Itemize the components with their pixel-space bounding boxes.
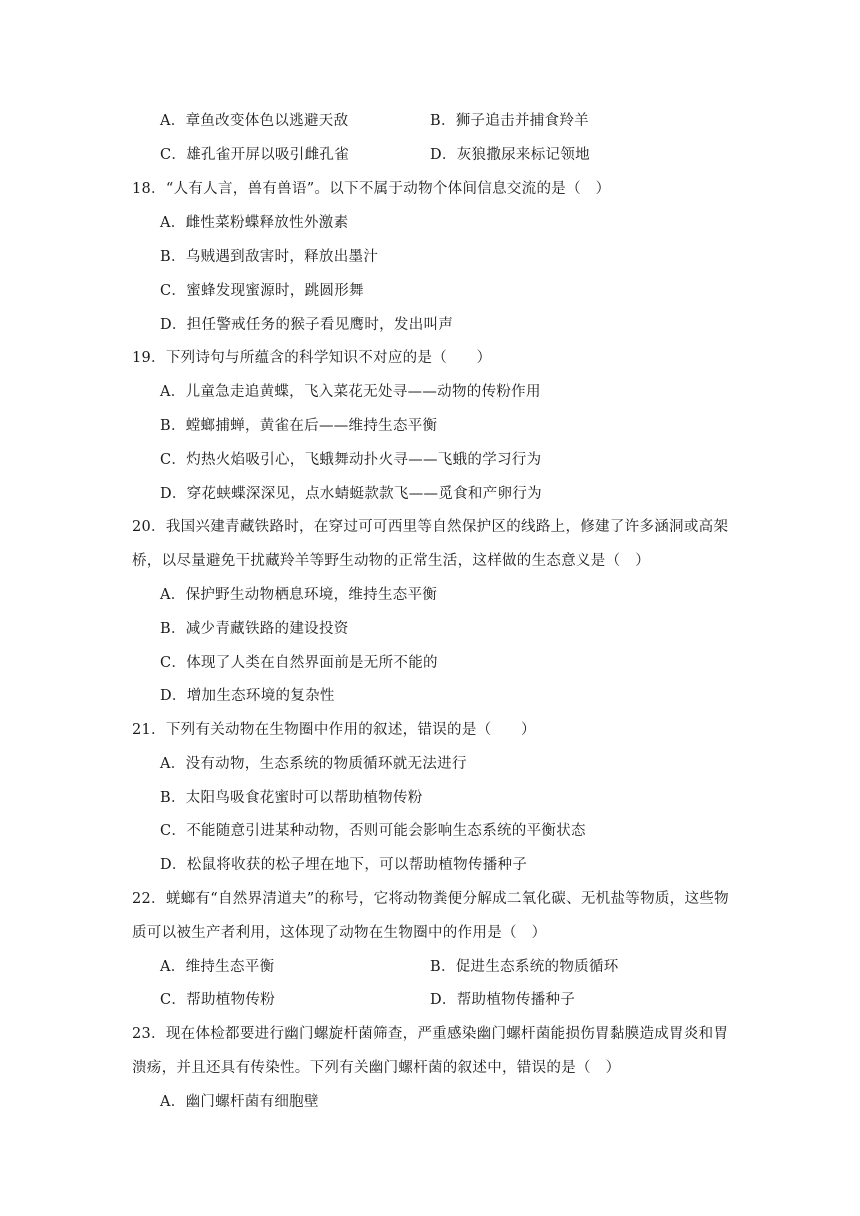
q21-stem: 21．下列有关动物在生物圈中作用的叙述，错误的是（ ）: [132, 722, 536, 738]
q22-option-c: C．帮助植物传粉: [160, 992, 275, 1008]
q19-option-a: A．儿童急走追黄蝶，飞入菜花无处寻——动物的传粉作用: [160, 384, 541, 400]
q20-option-c: C．体现了人类在自然界面前是无所不能的: [160, 655, 438, 671]
q22-option-d: D．帮助植物传播种子: [430, 992, 576, 1008]
q23-option-a: A．幽门螺杆菌有细胞壁: [160, 1094, 319, 1110]
q20-option-a: A．保护野生动物栖息环境，维持生态平衡: [160, 587, 438, 603]
q17-option-c: C．雄孔雀开屏以吸引雌孔雀: [160, 147, 349, 163]
q19-option-b: B．螳螂捕蝉，黄雀在后——维持生态平衡: [160, 418, 438, 434]
q22-option-b: B．促进生态系统的物质循环: [430, 959, 619, 975]
q19-option-d: D．穿花蛱蝶深深见，点水蜻蜓款款飞——觅食和产卵行为: [160, 486, 542, 502]
q22-option-a: A．维持生态平衡: [160, 959, 275, 975]
q18-option-d: D．担任警戒任务的猴子看见鹰时，发出叫声: [160, 317, 454, 333]
q23-stem-line1: 23．现在体检都要进行幽门螺旋杆菌筛查，严重感染幽门螺杆菌能损伤胃黏膜造成胃炎和胃: [132, 1026, 729, 1042]
q20-option-b: B．减少青藏铁路的建设投资: [160, 621, 349, 637]
q20-stem-line1: 20．我国兴建青藏铁路时，在穿过可可西里等自然保护区的线路上，修建了许多涵洞或高架: [132, 519, 729, 535]
q18-option-a: A．雌性菜粉蝶释放性外激素: [160, 215, 349, 231]
q21-option-b: B．太阳鸟吸食花蜜时可以帮助植物传粉: [160, 790, 423, 806]
q17-option-b: B．狮子追击并捕食羚羊: [430, 113, 589, 129]
q19-stem: 19．下列诗句与所蕴含的科学知识不对应的是（ ）: [132, 350, 492, 366]
q18-option-c: C．蜜蜂发现蜜源时，跳圆形舞: [160, 283, 364, 299]
q21-option-a: A．没有动物，生态系统的物质循环就无法进行: [160, 756, 467, 772]
q21-option-c: C．不能随意引进某种动物，否则可能会影响生态系统的平衡状态: [160, 823, 586, 839]
q20-option-d: D．增加生态环境的复杂性: [160, 688, 335, 704]
q17-option-d: D．灰狼撒尿来标记领地: [430, 147, 590, 163]
q22-stem-line1: 22．蜣螂有“自然界清道夫”的称号，它将动物粪便分解成二氧化碳、无机盐等物质，这些物: [132, 891, 729, 907]
q19-option-c: C．灼热火焰吸引心，飞蛾舞动扑火寻——飞蛾的学习行为: [160, 452, 542, 468]
q21-option-d: D．松鼠将收获的松子埋在地下，可以帮助植物传播种子: [160, 857, 528, 873]
q23-stem-line2: 溃疡，并且还具有传染性。下列有关幽门螺杆菌的叙述中，错误的是（ ）: [132, 1060, 621, 1076]
q18-stem: 18．“人有人言，兽有兽语”。以下不属于动物个体间信息交流的是（ ）: [132, 181, 611, 197]
q17-option-a: A．章鱼改变体色以逃避天敌: [160, 113, 349, 129]
q20-stem-line2: 桥，以尽量避免干扰藏羚羊等野生动物的正常生活，这样做的生态意义是（ ）: [132, 553, 650, 569]
q22-stem-line2: 质可以被生产者利用，这体现了动物在生物圈中的作用是（ ）: [132, 925, 547, 941]
q18-option-b: B．乌贼遇到敌害时，释放出墨汁: [160, 249, 379, 265]
